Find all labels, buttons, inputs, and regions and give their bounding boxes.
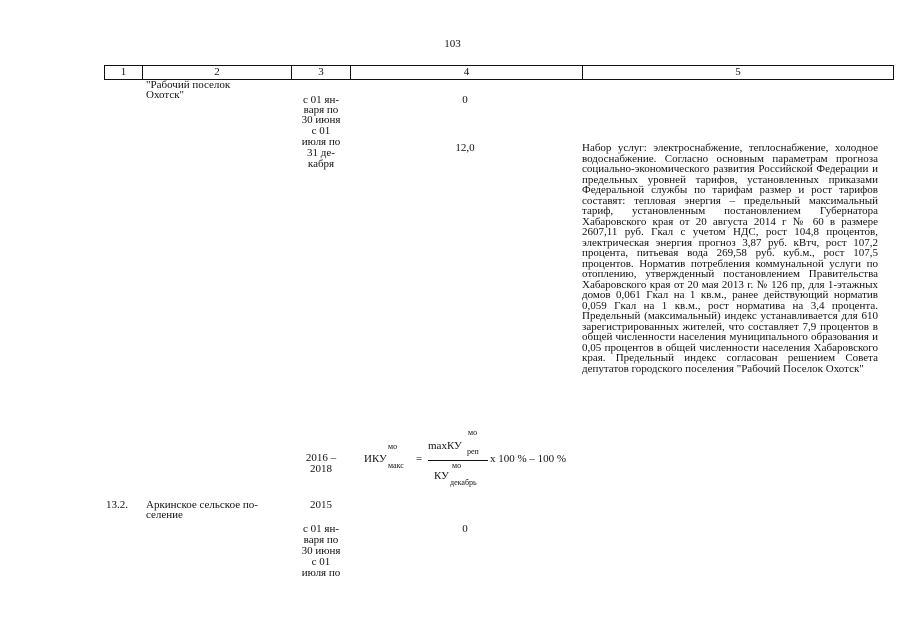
row2-name-line2: селение [146,509,183,521]
formula-denominator: КУ [434,470,449,482]
row2-period-line4: с 01 [311,556,331,568]
header-col-1: 1 [120,66,127,78]
header-col-4: 4 [463,66,470,78]
row1-name-line2: Охотск" [146,89,185,101]
formula-num-sub: реп [467,447,479,456]
formula-tail: х 100 % – 100 % [490,453,567,465]
row1-period1-line3: 30 июня [301,114,341,126]
table-header-row [104,65,894,80]
formula-lhs-sub: макс [388,461,404,470]
row1-value1: 0 [462,94,468,106]
header-col-2: 2 [214,66,220,78]
row1-period2-line2: июля по [301,136,341,148]
row1-period2-line4: кабря [307,158,335,170]
row1-name-line1: "Рабочий поселок [146,79,231,91]
row1-period3-line1: 2016 – [305,452,337,464]
page-number: 103 [444,38,461,50]
formula-den-sub: декабрь [450,478,477,487]
row2-period-line5: июля по [301,567,341,579]
row2-year: 2015 [310,499,332,511]
row1-period2-line3: 31 де- [307,147,335,159]
row1-period2-line1: с 01 [311,125,331,137]
row2-period-line1: с 01 ян- [303,523,339,535]
row1-period1-line1: с 01 ян- [303,94,339,106]
index-formula [364,428,604,488]
row2-period-line3: 30 июня [301,545,341,557]
formula-numerator: maxКУ [428,440,462,452]
header-col-5: 5 [735,66,741,78]
formula-lhs: ИКУ [364,453,387,465]
row2-number: 13.2. [106,499,128,511]
row1-period1-line2: варя по [303,104,339,116]
formula-den-sup: мо [452,461,462,470]
row2-period-line2: варя по [303,534,339,546]
row1-value2: 12,0 [455,142,475,154]
formula-equals: = [416,453,423,465]
row1-period3-line2: 2018 [310,463,332,475]
row1-description: Набор услуг: электроснабжение, теплоснабжение, холодное водоснабжение. Согласно основным параметрам прогноза социально-экономического развития Российской Федерации и предельных уровней тарифов, установленных приказами Федеральной службы по тарифам размер и рост тарифов составят: тепловая энергия – предельный максимальный тариф, установленным постановлением Губернатора Хабаровского края от 20 августа 2014 г № 60 в размере 2607,11 руб. Гкал с учетом НДС, рост 104,8 процентов, электрическая энергия прогноз 3,87 руб. кВтч, рост 107,2 процента, питьевая вода 269,58 руб. куб.м., рост 107,5 процентов. Норматив потребления коммунальной услуги по отоплению, утвержденный постановлением Правительства Хабаровского края от 20 мая 2013 г. № 126 пр, для 1-этажных домов 0,061 Гкал на 1 кв.м., ранее действующий норматив 0,059 Гкал на 1 кв.м., рост норматива на 3,4 процента. Предельный (максимальный) индекс устанавливается для 610 зарегистрированных жителей, что составляет 7,9 процентов в общей численности населения муниципального образования и 0,05 процентов в общей численности населения Хабаровского края. Предельный индекс согласован решением Совета депутатов городского поселения "Рабочий Поселок Охотск" [582,142,878,375]
formula-num-sup: мо [468,428,478,437]
row2-name-line1: Аркинское сельское по- [146,499,258,511]
formula-lhs-sup: мо [388,442,398,451]
row2-value1: 0 [462,523,468,535]
header-col-3: 3 [318,66,324,78]
